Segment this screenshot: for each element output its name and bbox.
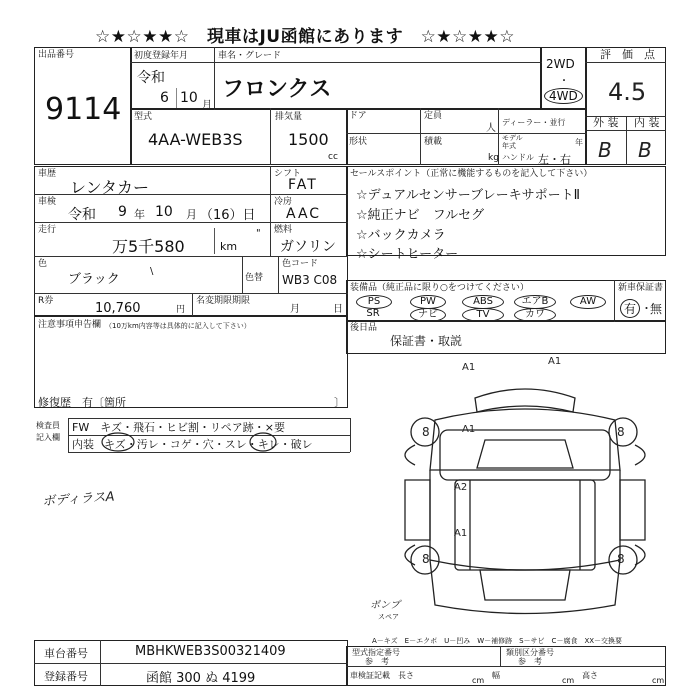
door-label: ドア bbox=[349, 111, 367, 121]
score-int-label: 内 装 bbox=[634, 116, 660, 129]
warranty-no: 無 bbox=[650, 302, 663, 316]
displacement-label: 排気量 bbox=[275, 112, 303, 122]
history-value: レンタカー bbox=[70, 178, 149, 197]
inspection-month: 10 bbox=[155, 204, 173, 220]
color-label: 色 bbox=[38, 259, 48, 269]
lot-box bbox=[34, 47, 132, 165]
inspector-row2: キズ・汚レ・コゲ・穴・スレ・キレ・破レ bbox=[104, 438, 313, 451]
recycle-value: 10,760 bbox=[95, 301, 141, 316]
damage-mark-a1: A1 bbox=[548, 356, 562, 367]
registration-era: 令和 bbox=[137, 70, 165, 86]
warranty-label: 新車保証書 bbox=[618, 283, 664, 293]
lot-number: 9114 bbox=[45, 92, 122, 127]
kg-unit: kg bbox=[488, 153, 499, 163]
shift-label: シフト bbox=[274, 169, 302, 179]
inspection-label: 車検 bbox=[38, 197, 57, 207]
sales-point-item: ☆シートヒーター bbox=[356, 247, 459, 262]
mileage-mark: " bbox=[256, 228, 261, 239]
repair-history-label: 修復歴 有〔箇所 bbox=[38, 396, 126, 409]
equip-aw: AW bbox=[570, 295, 606, 309]
damage-mark-8: 8 bbox=[617, 425, 625, 439]
color-tick: \ bbox=[150, 266, 154, 277]
displacement-unit: cc bbox=[328, 152, 338, 162]
inspector-row2-prefix: 内装 bbox=[72, 438, 94, 451]
dealer-label: ディーラー・並行 bbox=[502, 118, 566, 127]
sales-point-item: ☆バックカメラ bbox=[356, 228, 446, 243]
year-unit: 年 bbox=[575, 138, 583, 147]
registration-month-unit: 月 bbox=[202, 100, 212, 111]
certificate-label: 車検証記載 bbox=[350, 671, 390, 680]
plate-value: 函館 300 ぬ 4199 bbox=[146, 671, 256, 686]
inspector-circle-mark bbox=[100, 431, 136, 453]
mileage-unit: km bbox=[220, 240, 238, 253]
equip-sr: SR bbox=[366, 308, 380, 319]
width-label: 幅 bbox=[492, 671, 500, 680]
equipment-label: 装備品（純正品に限り○をつけてください） bbox=[350, 283, 529, 293]
color-code-value: WB3 C08 bbox=[282, 273, 338, 287]
shape-label: 形状 bbox=[349, 137, 368, 147]
damage-mark-8: 8 bbox=[617, 552, 625, 566]
fuel-label: 燃料 bbox=[274, 225, 293, 235]
deadline-month-unit: 月 bbox=[290, 304, 300, 315]
inspection-year: 9 bbox=[118, 204, 127, 220]
person-unit: 人 bbox=[486, 123, 496, 134]
displacement-value: 1500 bbox=[288, 130, 329, 149]
damage-mark-a2: A2 bbox=[454, 482, 468, 493]
handle-label: ハンドル bbox=[502, 153, 534, 162]
damage-mark-a1: A1 bbox=[462, 362, 476, 373]
inspection-era: 令和 bbox=[68, 207, 96, 223]
model-name: フロンクス bbox=[222, 77, 332, 102]
equip-pw: PW bbox=[410, 295, 446, 309]
length-label: 長さ bbox=[398, 671, 414, 680]
notes-label: 注意事項申告欄 bbox=[38, 320, 102, 330]
type-designation-ref: 参 考 bbox=[365, 657, 389, 666]
sales-point-item: ☆デュアルセンサーブレーキサポートⅡ bbox=[356, 188, 580, 203]
registration-year: 6 bbox=[160, 90, 169, 106]
inspection-month-unit: 月 bbox=[186, 208, 197, 221]
mileage-value: 万5千580 bbox=[112, 237, 185, 256]
equip-navi: ナビ bbox=[410, 308, 446, 322]
damage-mark-8: 8 bbox=[422, 425, 430, 439]
inspection-year-unit: 年 bbox=[134, 208, 145, 221]
lot-label: 出品番号 bbox=[38, 50, 75, 60]
recycle-label: R券 bbox=[38, 296, 54, 306]
damage-legend: A－キズ E－エクボ U－凹み W－補修跡 S－サビ C－腐食 XX－交換要 bbox=[372, 637, 623, 645]
damage-mark-a1: A1 bbox=[462, 424, 476, 435]
documents-label: 後日品 bbox=[350, 323, 378, 333]
equip-ps: PS bbox=[356, 295, 392, 309]
inspector-label: 検査員 記入欄 bbox=[36, 421, 60, 442]
inspector-row1: FW キズ・飛石・ヒビ割・リペア跡・×要 bbox=[72, 421, 285, 434]
ac-value: AAC bbox=[286, 206, 322, 222]
score-ext-label: 外 装 bbox=[593, 116, 619, 129]
drive-2wd: 2WD bbox=[546, 57, 575, 71]
type-value: 4AA-WEB3S bbox=[148, 130, 243, 149]
fuel-value: ガソリン bbox=[280, 239, 336, 255]
equip-leather: カワ bbox=[514, 308, 556, 322]
deadline-day-unit: 日 bbox=[333, 304, 343, 315]
chassis-value: MBHKWEB3S00321409 bbox=[135, 644, 286, 659]
registration-label: 初度登録年月 bbox=[134, 51, 189, 61]
score-ext-value: B bbox=[598, 138, 612, 162]
drive-dot: ・ bbox=[559, 76, 569, 87]
history-label: 車歴 bbox=[38, 169, 57, 179]
load-label: 積載 bbox=[424, 137, 443, 147]
height-cm: cm bbox=[652, 676, 665, 685]
drive-4wd-circled: 4WD bbox=[544, 88, 583, 104]
car-damage-diagram bbox=[395, 360, 655, 630]
color-code-label: 色コード bbox=[282, 259, 319, 269]
category-ref: 参 考 bbox=[518, 657, 542, 666]
inspection-day: （16）日 bbox=[200, 208, 256, 223]
handle-value: 左・右 bbox=[538, 153, 571, 166]
warranty-dot: ・ bbox=[641, 302, 652, 315]
drive-box bbox=[540, 47, 587, 110]
chassis-label: 車台番号 bbox=[44, 647, 88, 660]
notes-hint: （10万km内容等は具体的に記入して下さい） bbox=[105, 322, 251, 330]
sales-point-item: ☆純正ナビ フルセグ bbox=[356, 208, 485, 223]
color-change-label: 色替 bbox=[245, 273, 264, 283]
spare-note: スペア bbox=[378, 613, 399, 621]
mileage-label: 走行 bbox=[38, 225, 57, 235]
warranty-yes-circled: 有 bbox=[620, 299, 640, 318]
score-label: 評 価 点 bbox=[600, 48, 655, 61]
damage-mark-a1: A1 bbox=[454, 528, 468, 539]
type-designation-label: 型式指定番号 bbox=[352, 648, 400, 657]
registration-month: 10 bbox=[180, 90, 198, 106]
model-label: 車名・グレード bbox=[218, 51, 282, 61]
capacity-label: 定員 bbox=[424, 111, 443, 121]
plate-label: 登録番号 bbox=[44, 670, 88, 683]
height-label: 高さ bbox=[582, 671, 598, 680]
shift-value: FAT bbox=[288, 177, 318, 193]
handwritten-note: ボディラスA bbox=[41, 489, 116, 510]
repair-bracket-close: 〕 bbox=[334, 396, 345, 409]
sales-points-label: セールスポイント（正常に機能するものを記入して下さい） bbox=[350, 169, 593, 179]
equip-airbag: エアB bbox=[514, 295, 556, 309]
type-label: 型式 bbox=[134, 112, 153, 122]
documents-value: 保証書・取説 bbox=[390, 334, 463, 348]
name-change-deadline-label: 名変期限期限 bbox=[196, 296, 251, 306]
width-cm: cm bbox=[562, 676, 575, 685]
header-banner: ☆★☆★★☆ 現車はJU函館にあります ☆★☆★★☆ bbox=[95, 27, 516, 47]
damage-mark-8: 8 bbox=[422, 552, 430, 566]
category-label: 類別区分番号 bbox=[506, 648, 554, 657]
color-value: ブラック bbox=[68, 272, 120, 287]
model-year-label: モデル 年式 bbox=[502, 134, 523, 150]
pump-note: ポンプ bbox=[370, 600, 400, 611]
score-int-value: B bbox=[638, 138, 652, 162]
equip-tv: TV bbox=[462, 308, 504, 322]
equip-abs: ABS bbox=[462, 295, 504, 309]
ac-label: 冷房 bbox=[274, 197, 293, 207]
recycle-yen: 円 bbox=[176, 305, 186, 315]
score-value: 4.5 bbox=[608, 78, 647, 106]
length-cm: cm bbox=[472, 676, 485, 685]
inspector-circle-mark bbox=[248, 431, 278, 453]
